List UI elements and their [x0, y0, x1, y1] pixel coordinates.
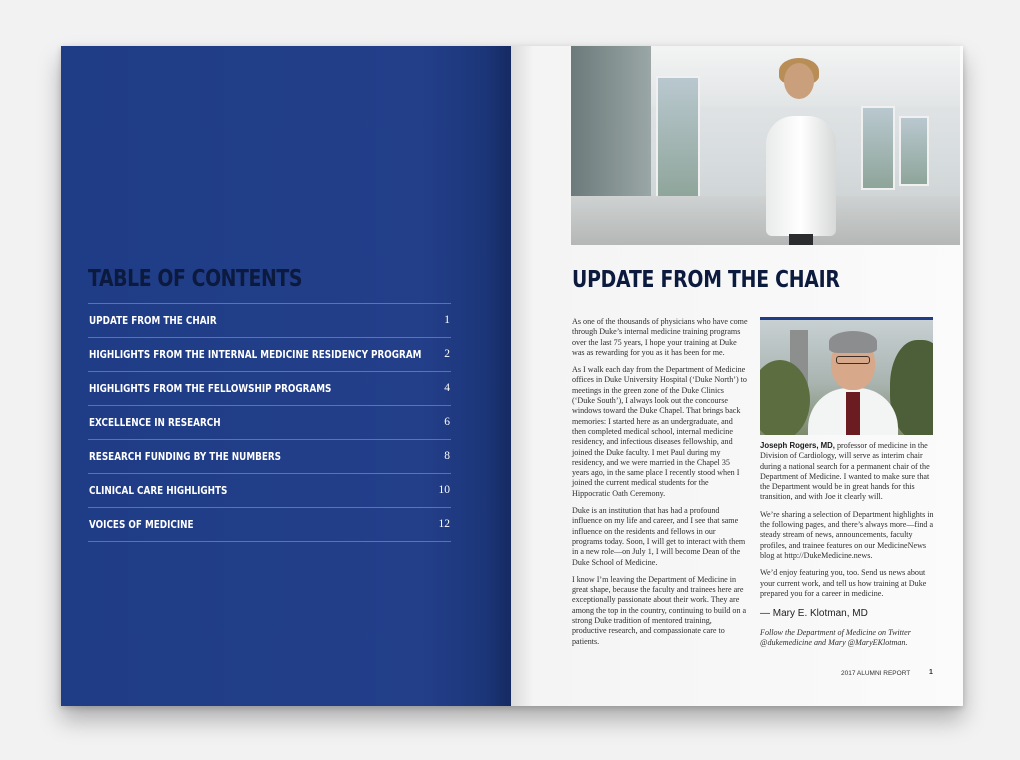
toc-row-label: HIGHLIGHTS FROM THE FELLOWSHIP PROGRAMS: [89, 383, 332, 395]
toc-row-label: VOICES OF MEDICINE: [89, 519, 194, 531]
signature: — Mary E. Klotman, MD: [760, 608, 868, 620]
brochure-spread: [61, 46, 963, 706]
toc-row[interactable]: [88, 303, 451, 337]
photo-person-head: [784, 63, 814, 99]
toc-list: [88, 303, 451, 542]
toc-row-label: EXCELLENCE IN RESEARCH: [89, 417, 221, 429]
toc-row[interactable]: [88, 439, 451, 473]
right-page: [511, 46, 963, 706]
article-title: UPDATE FROM THE CHAIR: [572, 267, 840, 293]
toc-row-page: 6: [444, 416, 450, 428]
toc-row[interactable]: [88, 473, 451, 507]
portrait-photo: [760, 317, 933, 435]
article-paragraph: We’re sharing a selection of Department highlights in the following pages, and there’s always more—find a steady stream of news, announcements, faculty profiles, and trainee features on our MedicineNews blog at http://DukeMedicine.news.: [760, 509, 934, 560]
toc-row[interactable]: [88, 507, 451, 542]
toc-row-label: RESEARCH FUNDING BY THE NUMBERS: [89, 451, 282, 463]
photo-person-legs: [789, 234, 813, 245]
portrait-hair: [829, 331, 877, 353]
article-paragraph: We’d enjoy featuring you, too. Send us news about your current work, and tell us how training at Duke prepared you for a career in medicine.: [760, 568, 927, 598]
toc-row-page: 1: [444, 314, 450, 326]
portrait-tie: [846, 392, 860, 435]
twitter-follow-note: Follow the Department of Medicine on Twitter @dukemedicine and Mary @MaryEKlotman.: [760, 628, 911, 648]
portrait-glasses: [836, 356, 870, 364]
interim-chair-text: professor of medicine in the Division of Cardiology, will serve as interim chair during a national search for a permanent chair of the Department of Medicine. I wanted to make sure that the Department would be in great hands for this transition, and with Joe it clearly will.: [760, 441, 930, 502]
toc-row-page: 10: [438, 484, 450, 496]
left-page: [61, 46, 511, 706]
photo-window: [861, 106, 895, 190]
photo-window: [899, 116, 929, 186]
toc-row-page: 4: [444, 382, 450, 394]
article-paragraph: [760, 441, 936, 503]
toc-row-page: 2: [444, 348, 450, 360]
toc-row[interactable]: [88, 337, 451, 371]
toc-row-page: 8: [444, 450, 450, 462]
article-paragraph: I know I’m leaving the Department of Medicine in great shape, because the faculty and trainees here are exceptionally passionate about their work. They are among the top in the country, continuing to build on a strong Duke tradition of mentored training, productive research, and compassionate care to patients.: [572, 574, 747, 646]
article-paragraph: As one of the thousands of physicians who have come through Duke’s internal medicine training programs over the last 75 years, I hope your training at Duke was as rewarding for you as it has been for me.: [572, 317, 748, 357]
footer-page-number: 1: [929, 669, 933, 676]
hallway-photo: [571, 46, 960, 245]
toc-row[interactable]: [88, 371, 451, 405]
toc-title: TABLE OF CONTENTS: [88, 266, 302, 292]
photo-person-coat: [766, 116, 836, 236]
toc-row-label: CLINICAL CARE HIGHLIGHTS: [89, 485, 228, 497]
article-paragraph: Duke is an institution that has had a profound influence on my life and career, and I see that same influence on the residents and fellows in our programs today. Soon, I will get to interact with them in a new role—on July 1, I will become Dean of the Duke School of Medicine.: [572, 506, 746, 567]
photo-window: [656, 76, 700, 200]
article-column-left: [572, 317, 748, 654]
article-column-right: [760, 441, 936, 656]
toc-row-page: 12: [438, 518, 450, 530]
toc-row-label: UPDATE FROM THE CHAIR: [89, 315, 217, 327]
toc-row-label: HIGHLIGHTS FROM THE INTERNAL MEDICINE RESIDENCY PROGRAM: [89, 349, 422, 361]
article-paragraph: As I walk each day from the Department of Medicine offices in Duke University Hospital (‘Duke North’) to meetings in the green zone of the Duke Clinics (‘Duke South’), I always look out the concourse windows toward the Duke Chapel. That brings back memories: I started here as an undergraduate, and then completed medical school, internal medicine residency, and infectious diseases fellowship, and joined the Duke faculty. I met Paul during my residency, and we were married in the Chapel 35 years ago, in the same place I recently stood when I joined the current medical students for the Hippocratic Oath Ceremony.: [572, 365, 747, 498]
interim-chair-name: Joseph Rogers, MD,: [760, 441, 835, 450]
toc-row[interactable]: [88, 405, 451, 439]
footer-report-title: 2017 ALUMNI REPORT: [841, 670, 911, 677]
